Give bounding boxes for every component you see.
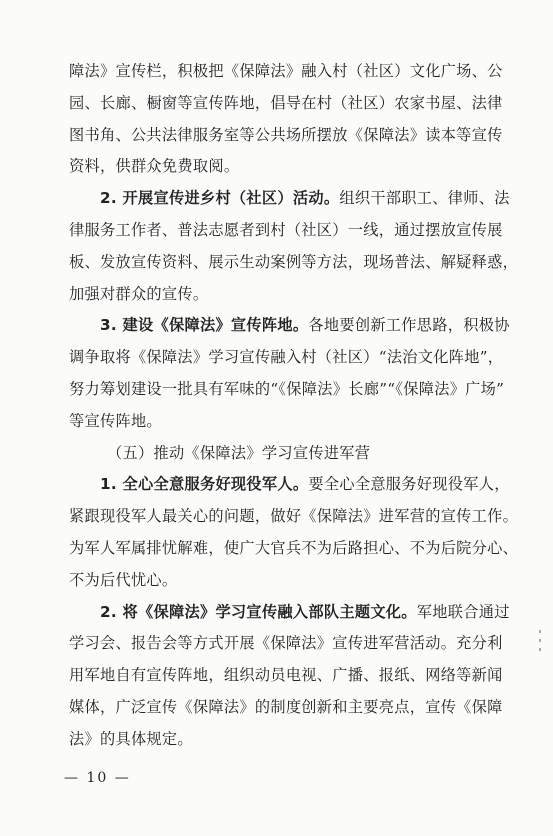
text-line: 园、长廊、橱窗等宣传阵地，倡导在村（社区）农家书屋、法律 [69,93,503,112]
text-run: 要全心全意服务好现役军人， [308,475,510,494]
document-body [69,56,519,756]
text-run: 各地要创新工作思路，积极协 [308,316,510,335]
text-line: 努力筹划建设一批具有军味的“《保障法》长廊”“《保障法》广场” [69,379,505,398]
text-line: 资料，供群众免费取阅。 [69,157,240,176]
paragraph-lead: 2. 开展宣传进乡村（社区）活动。 [100,189,340,208]
paragraph-lead: 3. 建设《保障法》宣传阵地。 [100,316,309,335]
text-line: 用军地自有宣传阵地，组织动员电视、广播、报纸、网络等新闻 [69,666,503,685]
paragraph-lead: 1. 全心全意服务好现役军人。 [100,475,309,494]
paragraph-military-culture [69,597,510,756]
text-line: 律服务工作者、普法志愿者到村（社区）一线，通过摆放宣传展 [69,220,503,239]
text-line: 板、发放宣传资料、展示生动案例等方法，现场普法、解疑释惑， [69,252,519,271]
binding-marks [539,630,543,670]
page-number: — 10 — [64,770,131,786]
paragraph-rural-activities [69,183,519,310]
text-line: 等宣传阵地。 [69,411,162,430]
text-line: 为军人军属排忧解难，使广大官兵不为后路担心、不为后院分心、 [69,538,519,557]
text-line-first [69,310,510,342]
binding-mark [539,639,541,642]
text-line: 紧跟现役军人最关心的问题，做好《保障法》进军营的宣传工作。 [69,507,519,526]
text-run: 军地联合通过 [416,602,510,621]
text-line: 学习会、报告会等方式开展《保障法》宣传进军营活动。充分利 [69,634,503,653]
text-line: 媒体，广泛宣传《保障法》的制度创新和主要亮点，宣传《保障 [69,697,503,716]
paragraph-continuation [69,56,503,183]
text-line: 不为后代忧心。 [69,570,178,589]
section-heading: （五）推动《保障法》学习宣传进军营 [107,443,371,462]
text-line: 图书角、公共法律服务室等公共场所摆放《保障法》读本等宣传 [69,125,503,144]
binding-mark [539,630,541,633]
text-line: 法》的具体规定。 [69,729,193,748]
paragraph-publicity-sites [69,310,510,437]
paragraph-serve-servicemen [69,469,519,596]
text-line-first [69,469,510,501]
text-line: 障法》宣传栏，积极把《保障法》融入村（社区）文化广场、公 [69,62,503,80]
text-line: 加强对群众的宣传。 [69,284,209,303]
text-run: 组织干部职工、律师、法 [339,189,510,208]
binding-mark [539,648,541,651]
text-line-first [69,597,510,629]
paragraph-lead: 2. 将《保障法》学习宣传融入部队主题文化。 [100,602,417,621]
text-line: 调争取将《保障法》学习宣传融入村（社区）“法治文化阵地”， [69,348,504,367]
text-line-first [69,183,510,215]
